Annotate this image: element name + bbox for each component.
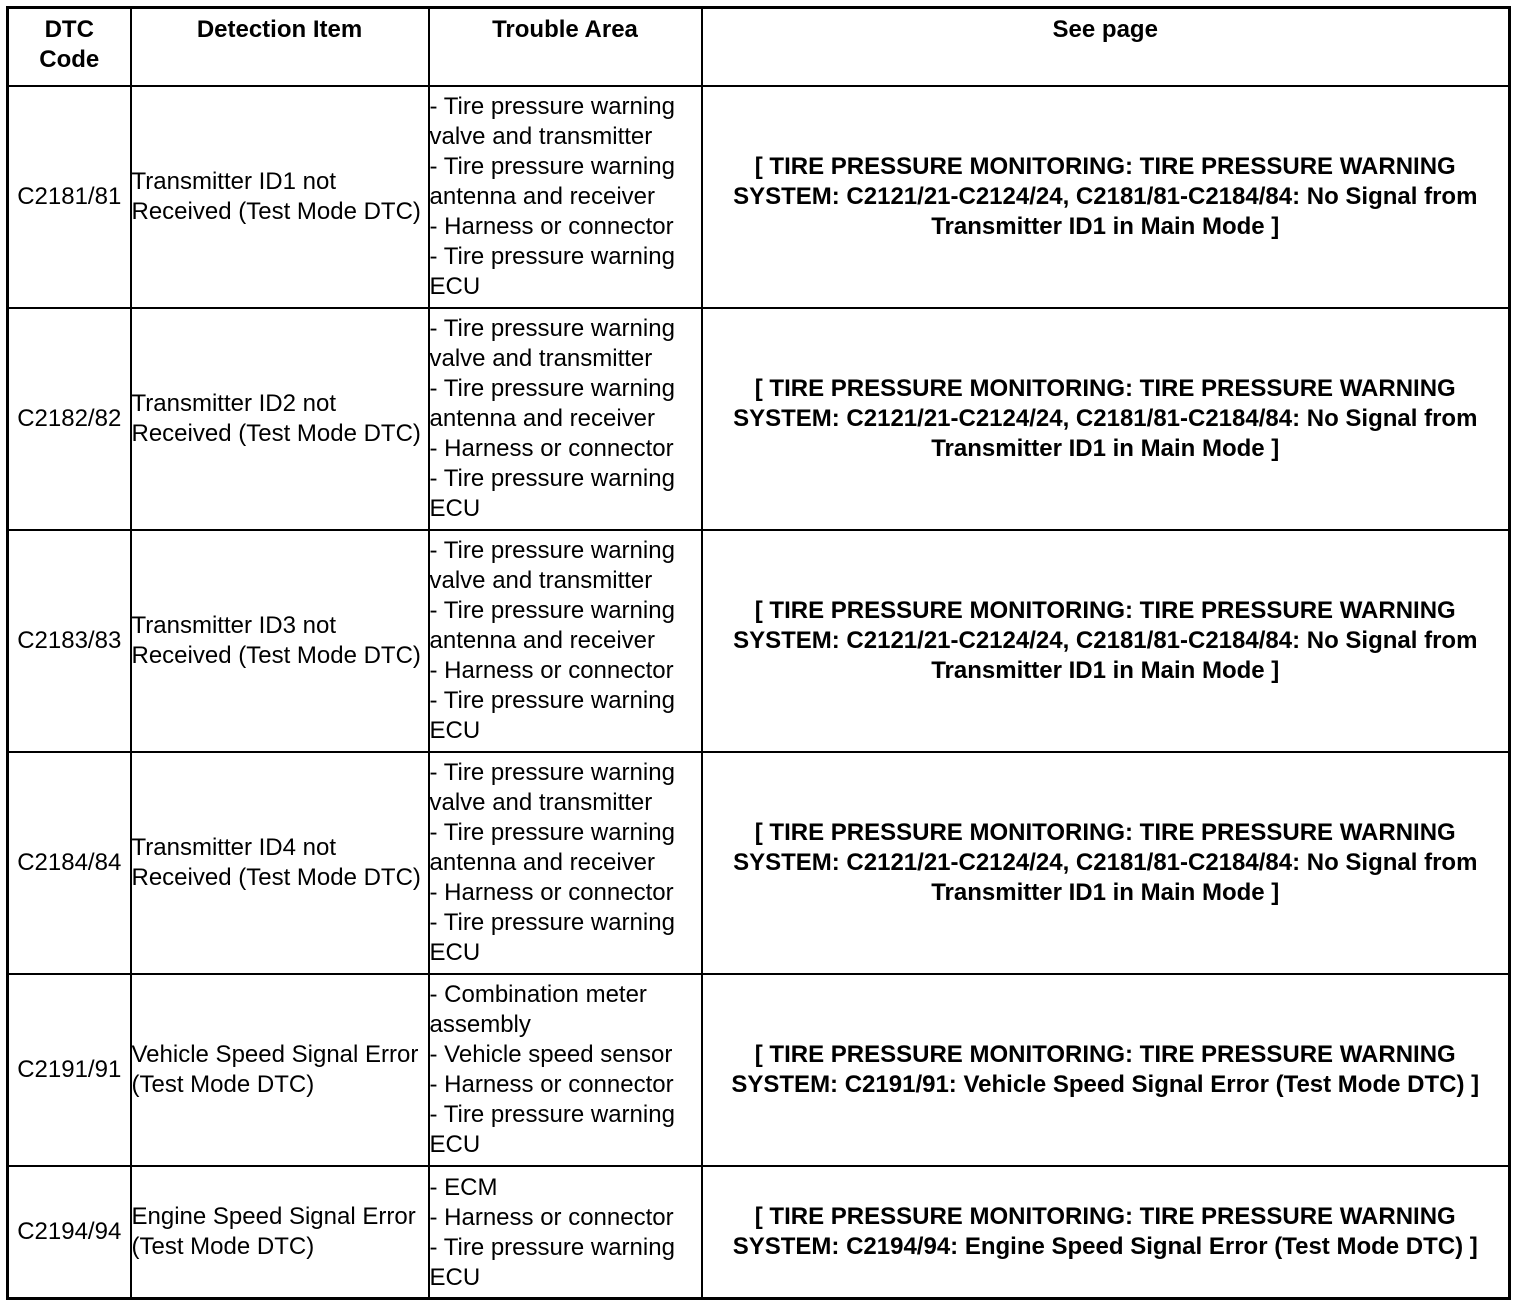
see-page-link[interactable]: [ TIRE PRESSURE MONITORING: TIRE PRESSURE WARNING SYSTEM: C2121/21-C2124/24, C2181/81-C2184/84: No Signal from Transmitter ID1 in Main Mode ] (702, 308, 1510, 530)
trouble-area-line: - Harness or connector (429, 435, 674, 462)
trouble-area-line: - Vehicle speed sensor (429, 1041, 673, 1068)
trouble-area-line: - Tire pressure warning ECU (429, 1101, 682, 1158)
see-page-link[interactable]: [ TIRE PRESSURE MONITORING: TIRE PRESSURE WARNING SYSTEM: C2121/21-C2124/24, C2181/81-C2184/84: No Signal from Transmitter ID1 in Main Mode ] (702, 530, 1510, 752)
trouble-area-cell (429, 1166, 702, 1299)
trouble-area-line: - Tire pressure warning valve and transmitter (429, 93, 682, 150)
trouble-area-line: - Tire pressure warning ECU (429, 1234, 682, 1291)
trouble-area-line: - Harness or connector (429, 1071, 674, 1098)
header-detection-item: Detection Item (131, 8, 429, 87)
dtc-code-cell: C2194/94 (8, 1166, 131, 1299)
table-row (8, 86, 1510, 308)
dtc-code-cell: C2191/91 (8, 974, 131, 1166)
trouble-area-line: - Combination meter assembly (429, 981, 654, 1038)
table-row (8, 308, 1510, 530)
see-page-link[interactable]: [ TIRE PRESSURE MONITORING: TIRE PRESSURE WARNING SYSTEM: C2191/91: Vehicle Speed Signal Error (Test Mode DTC) ] (702, 974, 1510, 1166)
trouble-area-line: - ECM (429, 1174, 498, 1201)
trouble-area-cell (429, 530, 702, 752)
header-trouble-area: Trouble Area (429, 8, 702, 87)
trouble-area-line: - Tire pressure warning antenna and receiver (429, 153, 682, 210)
trouble-area-line: - Tire pressure warning valve and transmitter (429, 315, 682, 372)
trouble-area-line: - Tire pressure warning ECU (429, 243, 682, 300)
table-row (8, 974, 1510, 1166)
trouble-area-line: - Tire pressure warning ECU (429, 909, 682, 966)
trouble-area-line: - Harness or connector (429, 1204, 674, 1231)
see-page-link[interactable]: [ TIRE PRESSURE MONITORING: TIRE PRESSURE WARNING SYSTEM: C2121/21-C2124/24, C2181/81-C2184/84: No Signal from Transmitter ID1 in Main Mode ] (702, 86, 1510, 308)
trouble-area-line: - Tire pressure warning ECU (429, 687, 682, 744)
trouble-area-cell (429, 752, 702, 974)
trouble-area-line: - Harness or connector (429, 213, 674, 240)
trouble-area-line: - Tire pressure warning ECU (429, 465, 682, 522)
table-row (8, 530, 1510, 752)
table-row (8, 752, 1510, 974)
trouble-area-cell (429, 974, 702, 1166)
trouble-area-line: - Tire pressure warning antenna and receiver (429, 819, 682, 876)
trouble-area-line: - Tire pressure warning antenna and receiver (429, 597, 682, 654)
detection-item-cell: Engine Speed Signal Error (Test Mode DTC) (131, 1166, 429, 1299)
trouble-area-line: - Harness or connector (429, 657, 674, 684)
table-row (8, 1166, 1510, 1299)
dtc-code-cell: C2184/84 (8, 752, 131, 974)
see-page-link[interactable]: [ TIRE PRESSURE MONITORING: TIRE PRESSURE WARNING SYSTEM: C2121/21-C2124/24, C2181/81-C2184/84: No Signal from Transmitter ID1 in Main Mode ] (702, 752, 1510, 974)
detection-item-cell: Transmitter ID1 not Received (Test Mode DTC) (131, 86, 429, 308)
see-page-link[interactable]: [ TIRE PRESSURE MONITORING: TIRE PRESSURE WARNING SYSTEM: C2194/94: Engine Speed Signal Error (Test Mode DTC) ] (702, 1166, 1510, 1299)
detection-item-cell: Vehicle Speed Signal Error (Test Mode DTC) (131, 974, 429, 1166)
header-see-page: See page (702, 8, 1510, 87)
detection-item-cell: Transmitter ID3 not Received (Test Mode DTC) (131, 530, 429, 752)
table-header-row (8, 8, 1510, 87)
dtc-code-cell: C2183/83 (8, 530, 131, 752)
dtc-code-cell: C2181/81 (8, 86, 131, 308)
trouble-area-cell (429, 308, 702, 530)
trouble-area-line: - Tire pressure warning antenna and receiver (429, 375, 682, 432)
header-dtc-code: DTC Code (8, 8, 131, 87)
detection-item-cell: Transmitter ID2 not Received (Test Mode DTC) (131, 308, 429, 530)
trouble-area-cell (429, 86, 702, 308)
dtc-code-cell: C2182/82 (8, 308, 131, 530)
dtc-table (6, 6, 1511, 1300)
detection-item-cell: Transmitter ID4 not Received (Test Mode DTC) (131, 752, 429, 974)
trouble-area-line: - Tire pressure warning valve and transmitter (429, 759, 682, 816)
trouble-area-line: - Harness or connector (429, 879, 674, 906)
trouble-area-line: - Tire pressure warning valve and transmitter (429, 537, 682, 594)
